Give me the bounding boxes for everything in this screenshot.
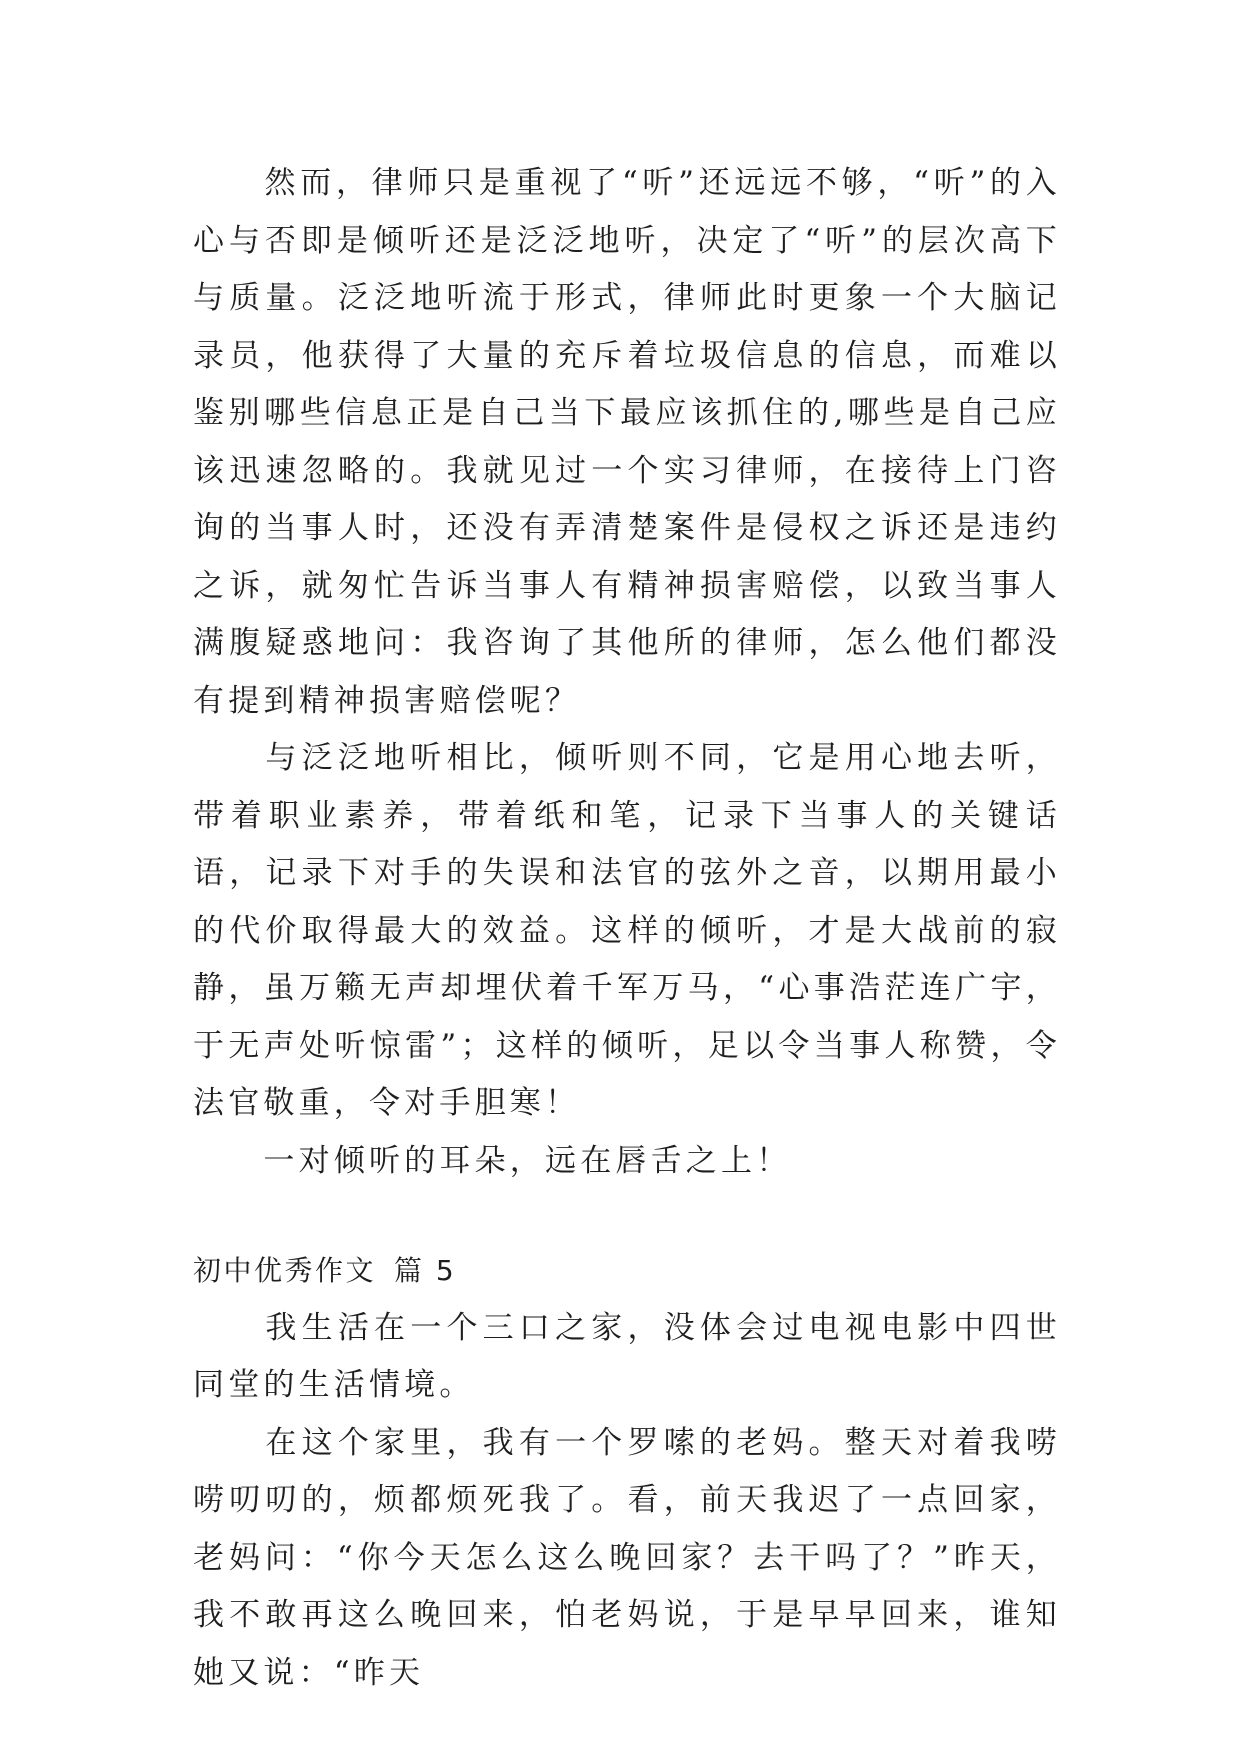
- paragraph-attentive-listening: 与泛泛地听相比，倾听则不同，它是用心地去听，带着职业素养，带着纸和笔，记录下当事人的关键话语，记录下对手的失误和法官的弦外之音，以期用最小的代价取得最大的效益。这样的倾听，才是大战前的寂静，虽万籁无声却埋伏着千军万马，“心事浩茫连广宇，于无声处听惊雷”；这样的倾听，足以令当事人称赞，令法官敬重，令对手胆寒！: [193, 740, 1061, 1121]
- section-heading: [193, 1242, 1061, 1300]
- document-body: [193, 155, 1061, 1702]
- section-number: 篇 5: [394, 1254, 457, 1287]
- paragraph-conclusion: 一对倾听的耳朵，远在唇舌之上！: [193, 1142, 792, 1179]
- paragraph-listening-superficial: 然而，律师只是重视了“听”还远远不够，“听”的入心与否即是倾听还是泛泛地听，决定了“听”的层次高下与质量。泛泛地听流于形式，律师此时更象一个大脑记录员，他获得了大量的充斥着垃圾信息的信息，而难以鉴别哪些信息正是自己当下最应该抓住的,哪些是自己应该迅速忽略的。我就见过一个实习律师，在接待上门咨询的当事人时，还没有弄清楚案件是侵权之诉还是违约之诉，就匆忙告诉当事人有精神损害赔偿，以致当事人满腹疑惑地问：我咨询了其他所的律师，怎么他们都没有提到精神损害赔偿呢？: [193, 165, 1061, 719]
- paragraph-family-intro: 我生活在一个三口之家，没体会过电视电影中四世同堂的生活情境。: [193, 1309, 1061, 1403]
- paragraph-nagging-mother: 在这个家里，我有一个罗嗦的老妈。整天对着我唠唠叨叨的，烦都烦死我了。看，前天我迟了一点回家，老妈问：“你今天怎么这么晚回家？去干吗了？”昨天，我不敢再这么晚回来，怕老妈说，于是早早回来，谁知她又说：“昨天: [193, 1424, 1061, 1691]
- section-title: 初中优秀作文: [193, 1254, 377, 1287]
